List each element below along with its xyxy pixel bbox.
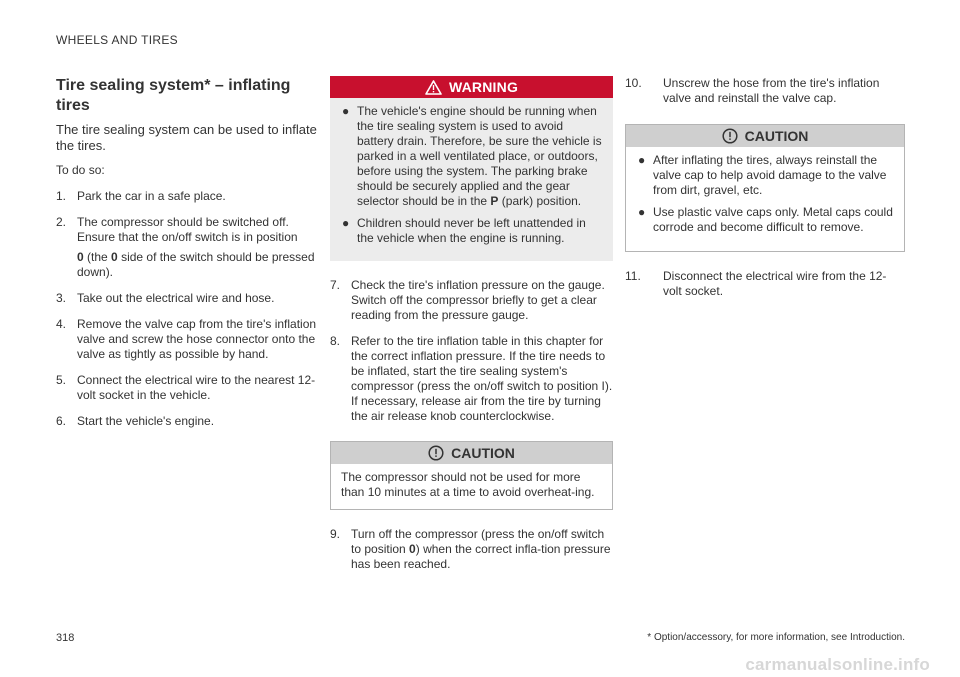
warning-triangle-icon — [425, 80, 442, 95]
step-text: Remove the valve cap from the tire's inflation valve and screw the hose connector onto the valve as tightly as possible by hand. — [77, 317, 317, 361]
warning-label: WARNING — [448, 78, 519, 95]
steps-list-3 — [330, 527, 613, 572]
list-item: 4. Remove the valve cap from the tire's inflation valve and screw the hose connector onto the valve as tightly as possible by hand. — [56, 317, 317, 361]
caution-box — [330, 441, 613, 510]
caution-box — [625, 124, 905, 252]
warning-box — [330, 76, 613, 261]
column-left — [56, 76, 318, 440]
caution-exclamation-icon — [722, 128, 738, 144]
caution-header — [626, 125, 904, 147]
step-text: Connect the electrical wire to the nearest 12-volt socket in the vehicle. — [77, 373, 316, 402]
column-middle — [330, 76, 613, 583]
warning-list — [330, 98, 613, 246]
list-item: ● Use plastic valve caps only. Metal caps could corrode and become difficult to remove. — [638, 205, 893, 234]
steps-list-2 — [330, 278, 613, 424]
caution-exclamation-icon — [428, 445, 444, 461]
warning-header — [330, 76, 613, 98]
bullet: ● — [342, 216, 350, 230]
list-item: 1. Park the car in a safe place. — [56, 189, 226, 203]
caution-text: The compressor should not be used for more than 10 minutes at a time to avoid overheat-ing. — [341, 470, 595, 499]
to-do-so-label: To do so: — [56, 163, 105, 177]
list-item: 6. Start the vehicle's engine. — [56, 414, 215, 428]
step-text: Unscrew the hose from the tire's inflation valve and reinstall the valve cap. — [663, 76, 880, 105]
step-text: The compressor should be switched off. Ensure that the on/off switch is in position — [77, 215, 298, 244]
list-item: 2. The compressor should be switched off. Ensure that the on/off switch is in position 0 (the 0 side of the switch should be pressed down). — [56, 215, 315, 279]
step-text: Disconnect the electrical wire from the 12-volt socket. — [663, 269, 887, 298]
list-item: 8. Refer to the tire inflation table in this chapter for the correct inflation pressure. If the tire needs to be inflated, start the tire sealing system's compressor (press the on/off switch to position I). If necessary, release air from the tire by turning the air release knob counterclockwise. — [330, 334, 613, 423]
step-text: Start the vehicle's engine. — [77, 414, 215, 428]
page-number: 318 — [56, 632, 75, 644]
steps-list-1 — [56, 189, 318, 429]
step-text: Check the tire's inflation pressure on the gauge. Switch off the compressor briefly to get a clear reading from the pressure gauge. — [351, 278, 605, 322]
watermark: carmanualsonline.info — [745, 655, 930, 674]
list-item: ● After inflating the tires, always reinstall the valve cap to help avoid damage to the valve from dirt, gravel, etc. — [638, 153, 887, 197]
list-item: 11. Disconnect the electrical wire from the 12-volt socket. — [625, 269, 887, 298]
page-title: Tire sealing system* – inflating tires — [56, 77, 291, 114]
list-item: 5. Connect the electrical wire to the nearest 12-volt socket in the vehicle. — [56, 373, 316, 402]
list-item: 9. Turn off the compressor (press the on/off switch to position 0) when the correct infla-tion pressure has been reached. — [330, 527, 611, 571]
caution-label: CAUTION — [451, 444, 515, 461]
bullet: ● — [638, 205, 646, 219]
section-header: WHEELS AND TIRES — [56, 33, 178, 47]
list-item: 7. Check the tire's inflation pressure on the gauge. Switch off the compressor briefly to get a clear reading from the pressure gauge. — [330, 278, 605, 322]
column-right — [625, 76, 905, 310]
list-item: 10. Unscrew the hose from the tire's inflation valve and reinstall the valve cap. — [625, 76, 880, 105]
list-item: ● The vehicle's engine should be running when the tire sealing system is used to avoid battery drain. Therefore, be sure the vehicle is parked in a well ventilated place, or outdoors, before using the system. The parking brake should be securely applied and the gear selector should be in the P (park) position. — [342, 104, 602, 208]
caution-list — [626, 147, 904, 235]
step-text: Take out the electrical wire and hose. — [77, 291, 275, 305]
footnote: * Option/accessory, for more information, see Introduction. — [647, 632, 905, 643]
caution-label: CAUTION — [744, 127, 809, 144]
list-item: ● Children should never be left unattended in the vehicle when the engine is running. — [342, 216, 586, 245]
step-text: Refer to the tire inflation table in this chapter for the correct inflation pressure. If the tire needs to be inflated, start the tire sealing system's compressor (press the on/off switch to position I). If necessary, release air from the tire by turning the air release knob counterclockwise. — [351, 334, 613, 423]
intro-text: The tire sealing system can be used to inflate the tires. — [56, 122, 317, 153]
bullet: ● — [342, 104, 350, 118]
list-item: 3. Take out the electrical wire and hose. — [56, 291, 275, 305]
steps-list-5 — [625, 269, 905, 299]
caution-header — [331, 442, 612, 464]
step-text: Park the car in a safe place. — [77, 189, 226, 203]
bullet: ● — [638, 153, 646, 167]
steps-list-4 — [625, 76, 905, 106]
